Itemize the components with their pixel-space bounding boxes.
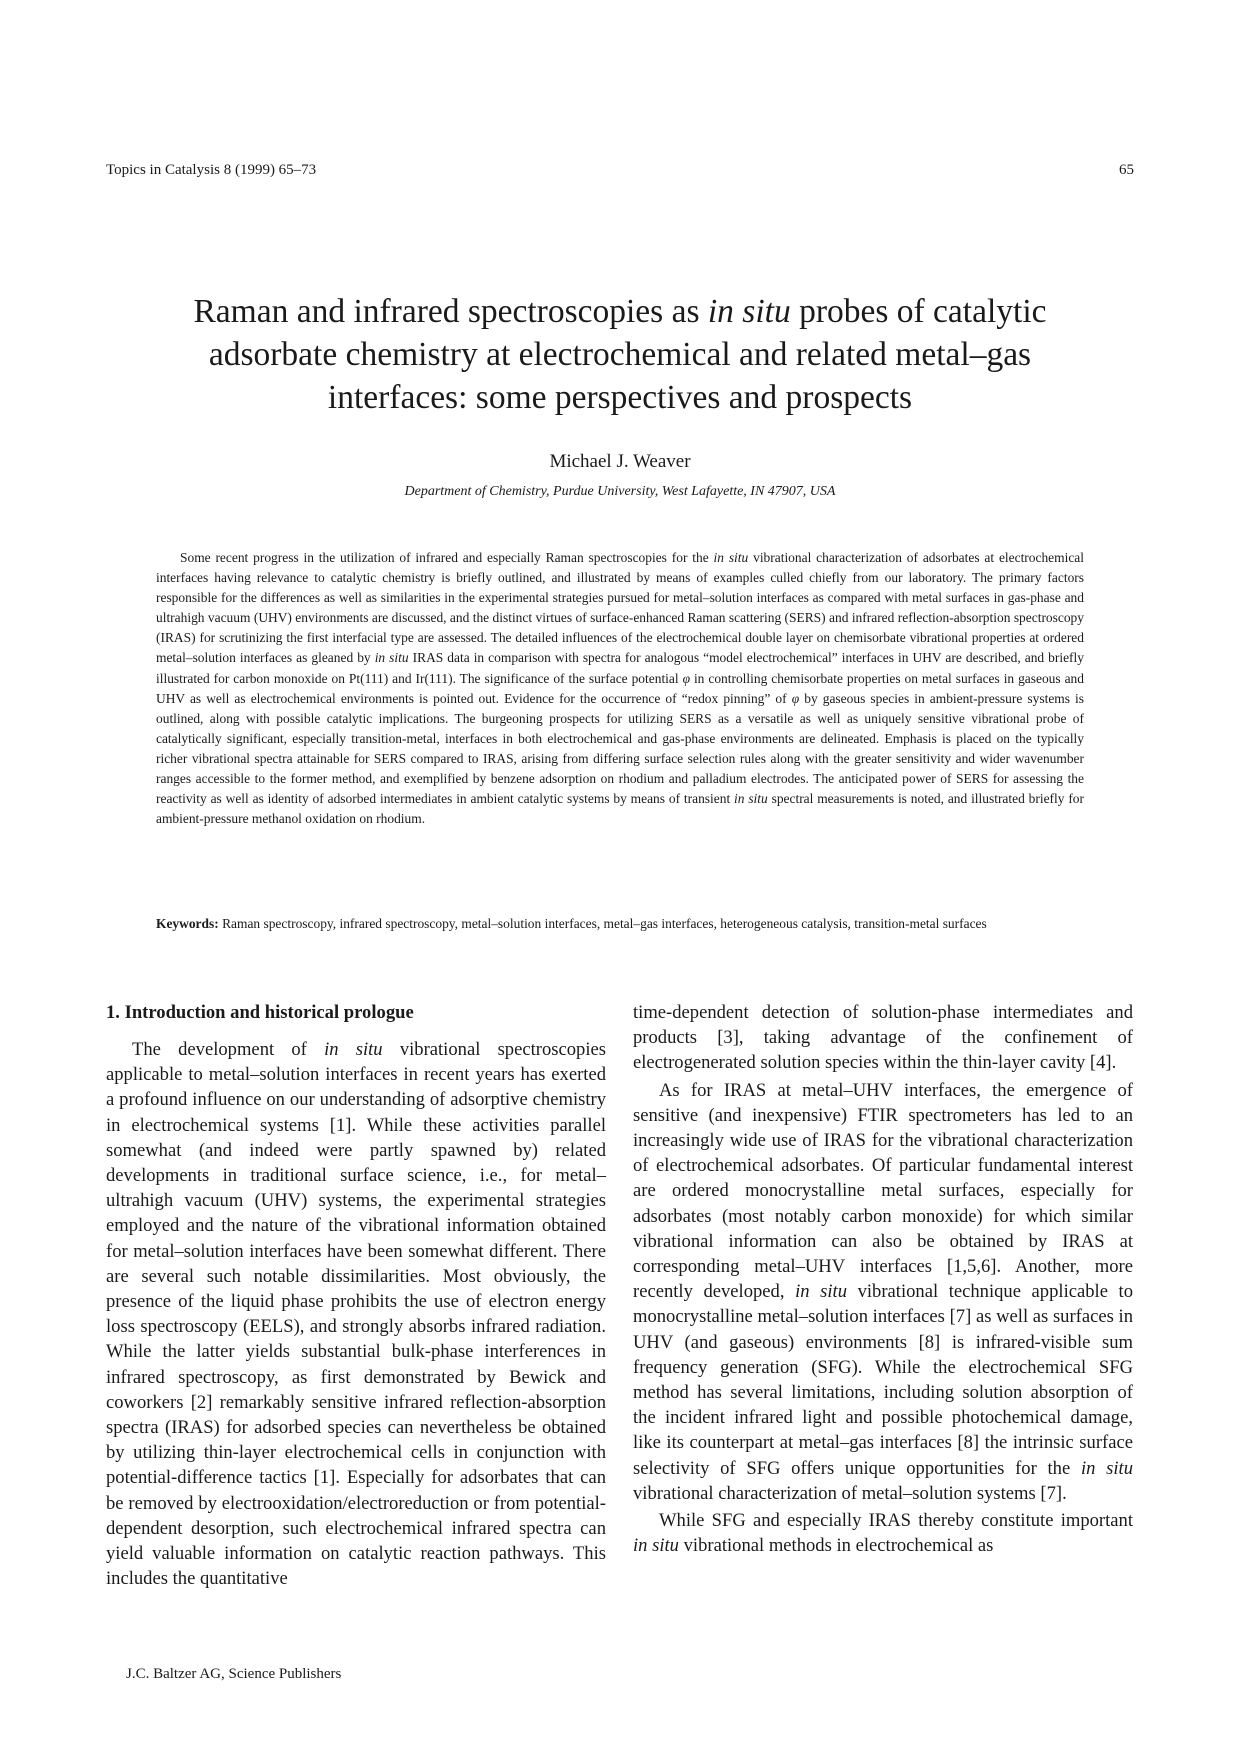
article-title [140, 290, 1100, 419]
page-number: 65 [1119, 162, 1134, 178]
paragraph-text: vibrational spectroscopies applicable to metal–solution interfaces in recent years has exerted a profound influence on our understanding of adsorptive chemistry in electrochemical systems [1]. While these activities parallel somewhat (and indeed were partly spawned by) related developments in traditional surface science, i.e., for metal–ultrahigh vacuum (UHV) systems, the experimental strategies employed and the nature of the vibrational information obtained for metal–solution interfaces have been somewhat different. There are several such notable dissimilarities. Most obviously, the presence of the liquid phase prohibits the use of electron energy loss spectroscopy (EELS), and strongly absorbs infrared radiation. While the latter yields substantial bulk-phase interferences in infrared spectroscopy, as first demonstrated by Bewick and coworkers [2] remarkably sensitive infrared reflection-absorption spectra (IRAS) for adsorbed species can nevertheless be obtained by utilizing thin-layer electrochemical cells in conjunction with potential-difference tactics [1]. Especially for adsorbates that can be removed by electrooxidation/electroreduction or from potential-dependent desorption, such electrochemical infrared spectra can yield valuable information on catalytic reaction pathways. This includes the quantitative [106, 1039, 606, 1590]
title-text: Raman and infrared spectroscopies as [193, 293, 708, 330]
phi-symbol: φ [791, 690, 800, 706]
abstract-text: IRAS data in comparison with spectra for analogous “model electrochemical” interfaces in UHV are described, and briefly illustrated for carbon monoxide on Pt(111) and Ir(111). The significance of the surface potential [156, 650, 1084, 686]
publisher-footer: J.C. Baltzer AG, Science Publishers [126, 1666, 342, 1682]
title-line-1 [140, 290, 1100, 333]
paragraph-text: The development of [132, 1039, 325, 1060]
title-italic: in situ [707, 293, 791, 330]
body-paragraph: time-dependent detection of solution-phase intermediates and products [3], taking advantage of the confinement of electrogenerated solution species within the thin-layer cavity [4]. [633, 1002, 1133, 1074]
abstract-text: vibrational characterization of adsorbates at electrochemical interfaces having relevance to catalytic chemistry is briefly outlined, and illustrated by means of examples culled chiefly from our laboratory. The primary factors responsible for the differences as well as similarities in the experimental strategies pursued for metal–solution interfaces as compared with metal surfaces in gas-phase and ultrahigh vacuum (UHV) environments are discussed, and the distinct virtues of surface-enhanced Raman scattering (SERS) and infrared reflection-absorption spectroscopy (IRAS) for scrutinizing the first interfacial type are assessed. The detailed influences of the electrochemical double layer on chemisorbate vibrational properties at ordered metal–solution interfaces as gleaned by [156, 550, 1084, 666]
journal-citation: Topics in Catalysis 8 (1999) 65–73 [106, 162, 317, 178]
abstract-text: spectral measurements is noted, and illustrated briefly for ambient-pressure methanol oxidation on rhodium. [156, 791, 1084, 827]
title-line-2: adsorbate chemistry at electrochemical and related metal–gas [208, 336, 1032, 373]
abstract-text: Some recent progress in the utilization of infrared and especially Raman spectroscopies for the [180, 550, 714, 565]
paragraph-text: vibrational methods in electrochemical as [678, 1535, 994, 1557]
keywords-label: Keywords: [156, 916, 219, 931]
abstract [156, 548, 1084, 829]
paragraph-italic: in situ [795, 1281, 847, 1303]
title-text: probes of catalytic [790, 293, 1047, 330]
section-heading: 1. Introduction and historical prologue [106, 1002, 414, 1023]
body-paragraph [633, 1078, 1133, 1506]
body-column-right [633, 1000, 1133, 1560]
keywords-list: Raman spectroscopy, infrared spectroscopy, metal–solution interfaces, metal–gas interfaces, heterogeneous catalysis, transition-metal surfaces [218, 916, 987, 931]
abstract-text: by gaseous species in ambient-pressure systems is outlined, along with possible catalytic implications. The burgeoning prospects for utilizing SERS as a versatile as well as uniquely sensitive vibrational probe of catalytically significant, especially transition-metal, interfaces in both electrochemical and gas-phase environments are delineated. Emphasis is placed on the typically richer vibrational spectra attainable for SERS compared to IRAS, arising from differing surface selection rules along with the greater sensitivity and wider wavenumber ranges accessible to the former method, and exemplified by benzene adsorption on rhodium and palladium electrodes. The anticipated power of SERS for assessing the reactivity as well as identity of adsorbed intermediates in ambient catalytic systems by means of transient [156, 690, 1085, 807]
paragraph-text: As for IRAS at metal–UHV interfaces, the emergence of sensitive (and inexpensive) FTIR spectrometers has led to an increasingly wide use of IRAS for the vibrational characterization of electrochemical adsorbates. Of particular fundamental interest are ordered monocrystalline metal surfaces, especially for adsorbates (most notably carbon monoxide) for which similar vibrational information can also be obtained by IRAS at corresponding metal–UHV interfaces [1,5,6]. Another, more recently developed, [633, 1079, 1133, 1303]
paragraph-italic: in situ [324, 1039, 383, 1060]
abstract-italic: in situ [713, 550, 749, 565]
abstract-text: in controlling chemisorbate properties on metal surfaces in gaseous and UHV as well as electrochemical environments is pointed out. Evidence for the occurrence of “redox pinning” of [156, 670, 1084, 706]
abstract-italic: in situ [734, 791, 768, 807]
abstract-italic: in situ [374, 650, 409, 666]
title-line-3: interfaces: some perspectives and prospects [327, 379, 913, 416]
body-column-left [106, 1000, 606, 1593]
body-paragraph [633, 1508, 1133, 1558]
body-paragraph [106, 1037, 606, 1591]
author-name: Michael J. Weaver [549, 451, 691, 472]
paragraph-text: vibrational characterization of metal–solution systems [7]. [633, 1482, 1067, 1504]
paragraph-italic: in situ [633, 1535, 679, 1557]
keywords [156, 914, 1084, 934]
paragraph-italic: in situ [1080, 1457, 1134, 1479]
author-affiliation: Department of Chemistry, Purdue University, West Lafayette, IN 47907, USA [404, 484, 836, 499]
paragraph-text: vibrational technique applicable to monocrystalline metal–solution interfaces [7] as well as surfaces in UHV (and gaseous) environments [8] is infrared-visible sum frequency generation (SFG). While the electrochemical SFG method has several limitations, including solution absorption of the incident infrared light and possible photochemical damage, like its counterpart at metal–gas interfaces [8] the intrinsic surface selectivity of SFG offers unique opportunities for the [633, 1281, 1133, 1479]
phi-symbol: φ [682, 670, 690, 686]
running-head [106, 162, 1134, 179]
paragraph-text: While SFG and especially IRAS thereby constitute important [659, 1510, 1133, 1532]
